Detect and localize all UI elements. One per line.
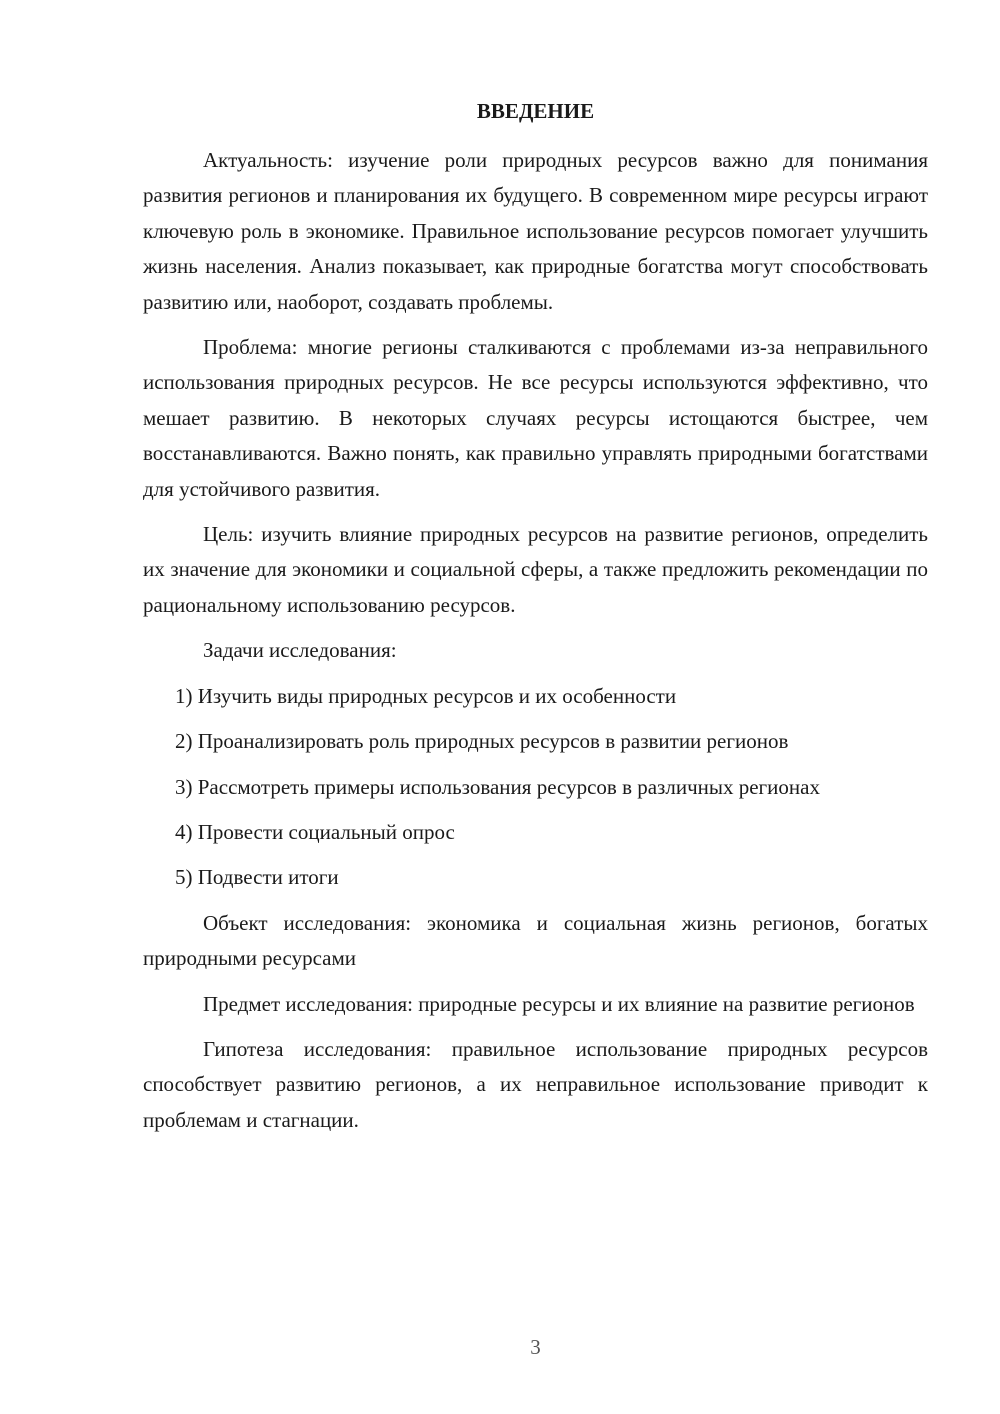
task-item: 4) Провести социальный опрос — [175, 819, 455, 844]
paragraph-hypothesis: Гипотеза исследования: правильное использование природных ресурсов способствует развитию регионов, а их неправильное использование приводит к проблемам и стагнации. — [143, 1036, 928, 1132]
paragraph-subject: Предмет исследования: природные ресурсы и их влияние на развитие регионов — [203, 991, 915, 1016]
paragraph-tasks-heading: Задачи исследования: — [203, 638, 397, 663]
task-item: 1) Изучить виды природных ресурсов и их особенности — [175, 683, 677, 708]
section-title: ВВЕДЕНИЕ — [476, 99, 595, 123]
paragraph-relevance: Актуальность: изучение роли природных ресурсов важно для понимания развития регионов и планирования их будущего. В современном мире ресурсы играют ключевую роль в экономике. Правильное использование ресурсов помогает улучшить жизнь населения. Анализ показывает, как природные богатства могут способствовать развитию или, наоборот, создавать проблемы. — [143, 148, 928, 314]
document-body — [143, 143, 928, 1148]
task-item: 2) Проанализировать роль природных ресурсов в развитии регионов — [175, 729, 789, 754]
task-item: 3) Рассмотреть примеры использования ресурсов в различных регионах — [175, 774, 820, 799]
paragraph-object: Объект исследования: экономика и социальная жизнь регионов, богатых природными ресурсами — [143, 910, 928, 971]
task-item: 5) Подвести итоги — [175, 865, 339, 890]
paragraph-goal: Цель: изучить влияние природных ресурсов на развитие регионов, определить их значение для экономики и социальной сферы, а также предложить рекомендации по рациональному использованию ресурсов. — [143, 522, 928, 617]
page-number: 3 — [530, 1335, 541, 1359]
document-page — [143, 0, 928, 1414]
paragraph-problem: Проблема: многие регионы сталкиваются с проблемами из-за неправильного использования природных ресурсов. Не все ресурсы используются эффективно, что мешает развитию. В некоторых случаях ресурсы истощаются быстрее, чем восстанавливаются. Важно понять, как правильно управлять природными богатствами для устойчивого развития. — [143, 335, 928, 501]
